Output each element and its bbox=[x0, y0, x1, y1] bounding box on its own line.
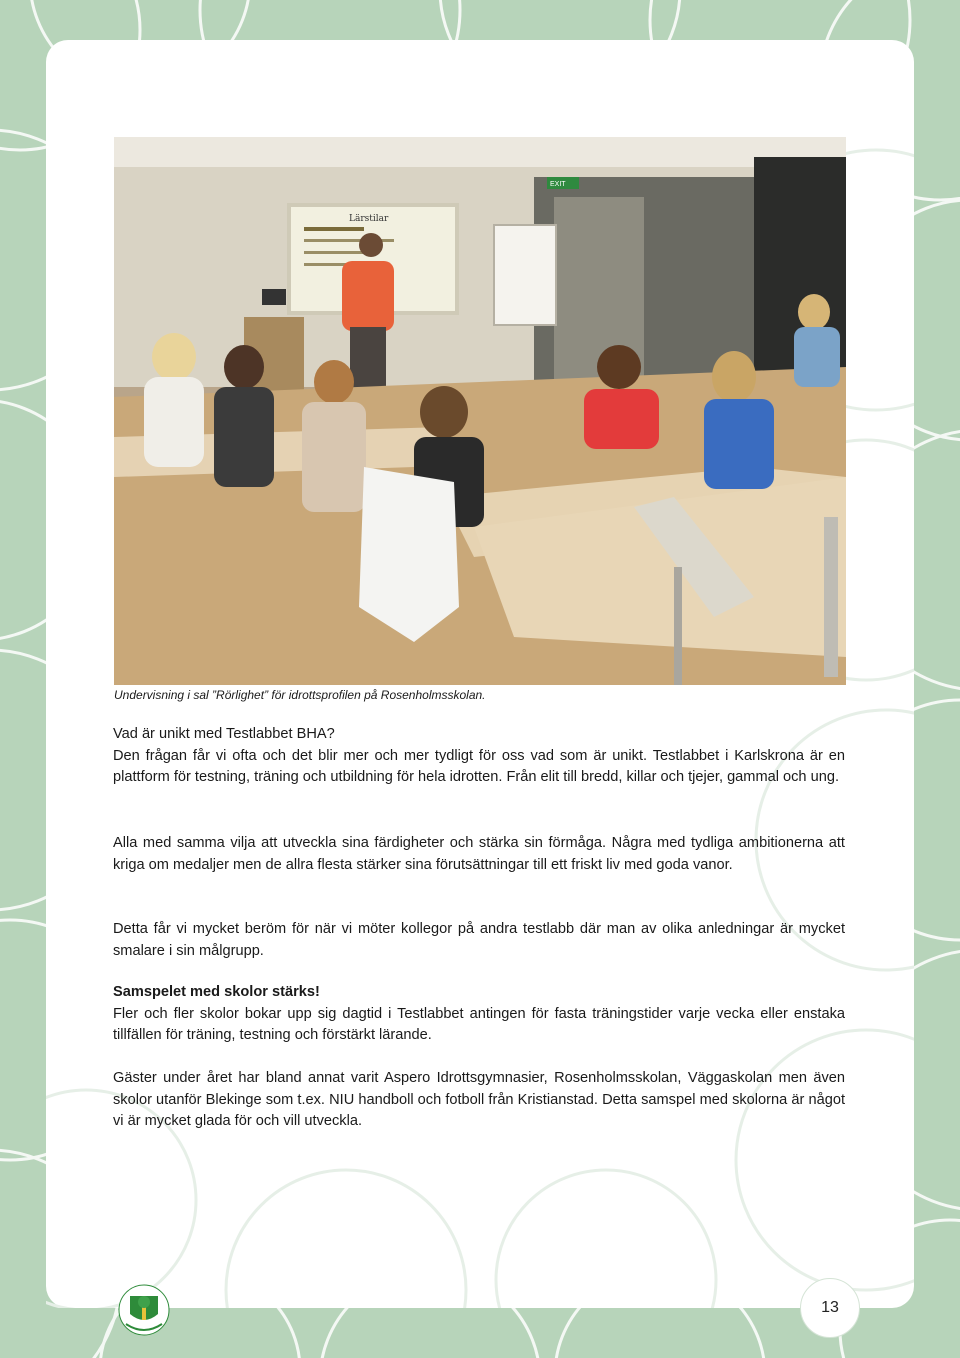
section-unique-intro bbox=[113, 724, 845, 789]
paragraph-unique-3: Detta får vi mycket beröm för när vi möter kollegor på andra testlabb där man av olika anledningar är mycket smalare i sin målgrupp. bbox=[113, 921, 845, 959]
logo-emblem-icon bbox=[118, 1284, 170, 1336]
section-heading-unique: Vad är unikt med Testlabbet BHA? bbox=[113, 726, 335, 742]
screen-title: Lärstilar bbox=[349, 214, 389, 224]
section-heading-schools: Samspelet med skolor stärks! bbox=[113, 984, 320, 1000]
section-schools bbox=[113, 982, 845, 1047]
blekinge-idrottsforbund-logo bbox=[118, 1284, 170, 1336]
paragraph-unique-2: Alla med samma vilja att utveckla sina färdigheter och stärka sin förmåga. Några med tydliga ambitionerna att kriga om medaljer men de allra flesta stärker sina förutsättningar till ett friskt liv med goda vanor. bbox=[113, 835, 845, 873]
classroom-photo-icon bbox=[114, 137, 846, 685]
paragraph-schools-2: Gäster under året har bland annat varit Aspero Idrottsgymnasier, Rosenholmsskolan, Väggaskolan men även skolor utanför Blekinge som t.ex. NIU handboll och fotboll från Kristianstad. Detta samspel med skolorna är något vi är mycket glada för och vill utveckla. bbox=[113, 1070, 845, 1130]
classroom-photo bbox=[114, 137, 846, 685]
photo-caption: Undervisning i sal ”Rörlighet” för idrottsprofilen på Rosenholmsskolan. bbox=[114, 688, 486, 702]
paragraph-unique-1: Den frågan får vi ofta och det blir mer och mer tydligt för oss vad som är unikt. Testlabbet i Karlskrona är en plattform för testning, träning och utbildning för hela idrotten. Från elit till bredd, killar och tjejer, gammal och ung. bbox=[113, 747, 845, 786]
svg-text:EXIT: EXIT bbox=[550, 181, 566, 188]
page-number: 13 bbox=[800, 1278, 860, 1338]
paragraph-schools-1: Fler och fler skolor bokar upp sig dagtid i Testlabbet antingen för fasta träningstider varje vecka eller enstaka tillfällen för träning, testning och förstärkt lärande. bbox=[113, 1005, 845, 1044]
